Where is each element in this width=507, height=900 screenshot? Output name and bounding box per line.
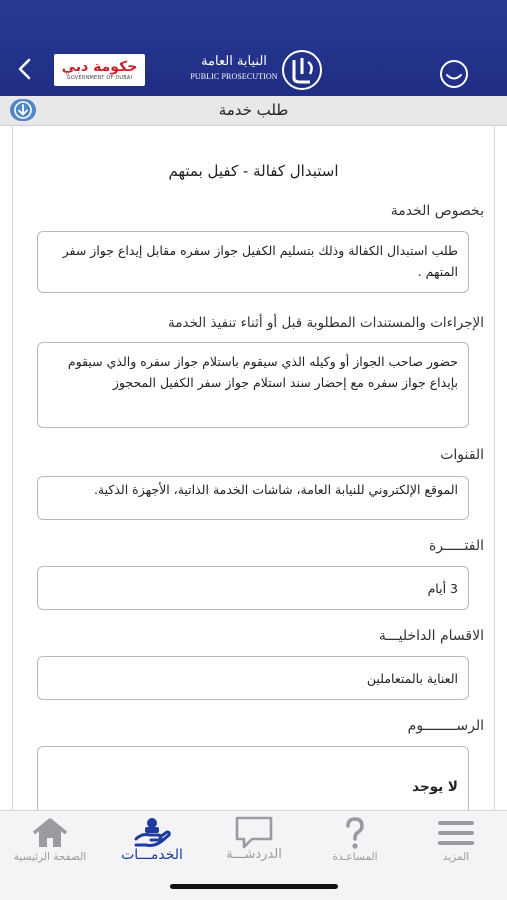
page-title-bar: طلب خدمة [218,101,289,119]
tab-help[interactable] [305,811,405,871]
home-icon [30,815,70,851]
tab-label-more: المزيد [442,851,470,863]
service-details[interactable] [12,126,495,810]
pp-logo-arabic: النيابة العامة [201,54,267,69]
gov-logo-arabic: حكومة دبي [61,58,138,75]
tab-chat[interactable] [204,811,304,871]
question-mark-icon [335,815,375,851]
tab-label-chat: الدردشـــة [226,847,282,862]
section-label-departments: الاقسام الداخليـــة [378,628,484,644]
download-icon [8,98,38,122]
section-label-fees: الرســــــــوم [407,718,484,734]
tab-more[interactable] [406,811,506,871]
section-value-departments: العناية بالمتعاملين [37,656,469,700]
tab-label-home: الصفحة الرئيسية [13,851,87,863]
chat-bubble-icon [234,815,274,851]
profile-button[interactable] [438,58,470,90]
app-header [0,0,507,96]
download-button[interactable] [8,98,38,122]
section-value-about: طلب استبدال الكفالة وذلك بتسليم الكفيل جواز سفره مقابل إيداع جواز سفر المتهم . [37,231,469,293]
section-label-procedures: الإجراءات والمستندات المطلوبة قبل أو أثناء تنفيذ الخدمة [168,315,484,331]
chevron-left-icon [10,52,40,86]
tab-services[interactable] [102,811,202,871]
public-prosecution-emblem-icon [280,48,324,92]
home-indicator [170,884,338,889]
pp-logo-english: PUBLIC PROSECUTION [190,72,278,81]
page-subheader [0,96,507,126]
government-of-dubai-logo [54,54,145,86]
back-button[interactable] [10,52,40,86]
tab-home[interactable] [0,811,100,871]
section-value-fees: لا يوجد [37,746,469,810]
section-label-period: الفتـــــرة [428,538,484,554]
menu-lines-icon [436,815,476,851]
tab-label-services: الخدمـــات [121,847,183,863]
section-label-channels: القنوات [440,447,484,463]
public-prosecution-logo [188,46,328,92]
smiley-icon [438,58,470,90]
tab-label-help: المساعـدة [332,851,378,863]
section-value-procedures: حضور صاحب الجواز أو وكيله الذي سيقوم باستلام جواز سفره والذي سيقوم بإيداع جواز سفره مع إحضار سند استلام جواز سفر الكفيل المحجوز [37,342,469,428]
section-value-period: 3 أيام [37,566,469,610]
section-value-channels: الموقع الإلكتروني للنيابة العامة، شاشات الخدمة الذاتية، الأجهزة الذكية. [37,476,469,520]
gov-logo-english: GOVERNMENT OF DUBAI [66,74,133,81]
section-label-about: بخصوص الخدمة [390,203,484,219]
service-title: استبدال كفالة - كفيل بمتهم [168,162,339,180]
services-hand-icon [132,815,172,851]
